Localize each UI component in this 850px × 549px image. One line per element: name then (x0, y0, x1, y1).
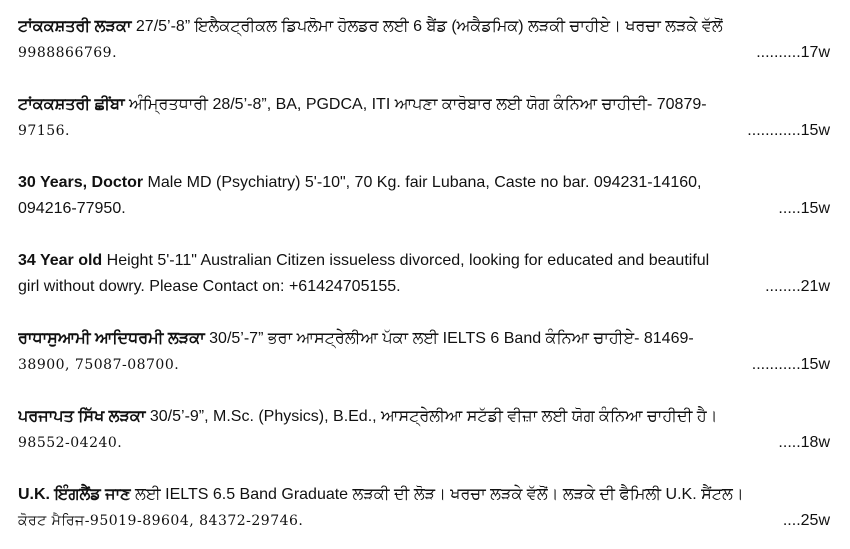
list-item (18, 248, 830, 300)
ad-word-count: ...........15w (751, 356, 830, 373)
ad-lead: ਟਾਂਕਕਸ਼ਤਰੀ ਛੀਂਬਾ (18, 96, 125, 113)
ad-first-line (18, 14, 830, 40)
ad-word-count: ........21w (765, 278, 830, 295)
ad-contact: 97156. (18, 123, 70, 139)
ad-lead: ਟਾਂਕਕਸ਼ਤਰੀ ਲੜਕਾ (18, 18, 132, 35)
ad-first-line (18, 404, 830, 430)
ad-second-line (18, 118, 830, 144)
ad-second-line (18, 352, 830, 378)
ad-lead: U.K. ਇੰਗਲੈਂਡ ਜਾਣ (18, 486, 131, 503)
list-item (18, 170, 830, 222)
ad-contact: 9988866769. (18, 45, 118, 61)
ad-second-line (18, 196, 830, 222)
list-item (18, 404, 830, 456)
ad-contact: girl without dowry. Please Contact on: +61424705155. (18, 278, 401, 295)
ad-contact: 094216-77950. (18, 200, 126, 217)
ad-text: ਲਈ IELTS 6.5 Band Graduate ਲੜਕੀ ਦੀ ਲੋੜ। ਖਰਚਾ ਲੜਕੇ ਵੱਲੋਂ। ਲੜਕੇ ਦੀ ਫੈਮਿਲੀ U.K. ਸੈਂਟਲ। (130, 486, 744, 503)
ad-second-line (18, 40, 830, 66)
ad-text: ਅੰਮ੍ਰਿਤਧਾਰੀ 28/5’-8”, BA, PGDCA, ITI ਆਪਣਾ ਕਾਰੋਬਾਰ ਲਈ ਯੋਗ ਕੰਨਿਆ ਚਾਹੀਦੀ- 70879- (124, 96, 707, 113)
ad-contact: 98552-04240. (18, 435, 123, 451)
ad-contact: 38900, 75087-08700. (18, 357, 180, 373)
ad-text: 30/5’-9”, M.Sc. (Physics), B.Ed., ਆਸਟ੍ਰੇਲੀਆ ਸਟੱਡੀ ਵੀਜ਼ਾ ਲਈ ਯੋਗ ਕੰਨਿਆ ਚਾਹੀਦੀ ਹੈ। (145, 408, 718, 425)
ad-first-line (18, 326, 830, 352)
list-item (18, 482, 830, 534)
ad-text: Male MD (Psychiatry) 5'-10", 70 Kg. fair Lubana, Caste no bar. 094231-14160, (143, 174, 702, 191)
ad-first-line (18, 482, 830, 508)
ad-word-count: ............15w (747, 122, 830, 139)
ad-lead: 30 Years, Doctor (18, 174, 144, 191)
ad-word-count: ....25w (782, 512, 830, 529)
list-item (18, 92, 830, 144)
ad-first-line (18, 92, 830, 118)
classified-ads-list (18, 14, 830, 534)
ad-first-line (18, 248, 830, 274)
ad-word-count: .....18w (778, 434, 830, 451)
list-item (18, 14, 830, 66)
ad-word-count: .....15w (778, 200, 830, 217)
ad-lead: 34 Year old (18, 252, 103, 269)
ad-lead: ਰਾਧਾਸੁਆਮੀ ਆਦਿਧਰਮੀ ਲੜਕਾ (18, 330, 205, 347)
ad-second-line (18, 274, 830, 300)
ad-text: 30/5’-7” ਭਰਾ ਆਸਟ੍ਰੇਲੀਆ ਪੱਕਾ ਲਈ IELTS 6 Band ਕੰਨਿਆ ਚਾਹੀਏ- 81469- (204, 330, 694, 347)
ad-first-line (18, 170, 830, 196)
ad-lead: ਪਰਜਾਪਤ ਸਿੱਖ ਲੜਕਾ (18, 408, 146, 425)
ad-second-line (18, 508, 830, 534)
ad-word-count: ..........17w (756, 44, 830, 61)
list-item (18, 326, 830, 378)
ad-second-line (18, 430, 830, 456)
ad-text: Height 5'-11" Australian Citizen issueless divorced, looking for educated and beautiful (102, 252, 710, 269)
ad-contact: ਕੋਰਟ ਮੈਰਿਜ-95019-89604, 84372-29746. (18, 513, 304, 529)
ad-text: 27/5’-8” ਇਲੈਕਟ੍ਰੀਕਲ ਡਿਪਲੋਮਾ ਹੋਲਡਰ ਲਈ 6 ਬੈਂਡ (ਅਕੈਡਮਿਕ) ਲੜਕੀ ਚਾਹੀਏ। ਖਰਚਾ ਲੜਕੇ ਵੱਲੋਂ (131, 18, 723, 35)
